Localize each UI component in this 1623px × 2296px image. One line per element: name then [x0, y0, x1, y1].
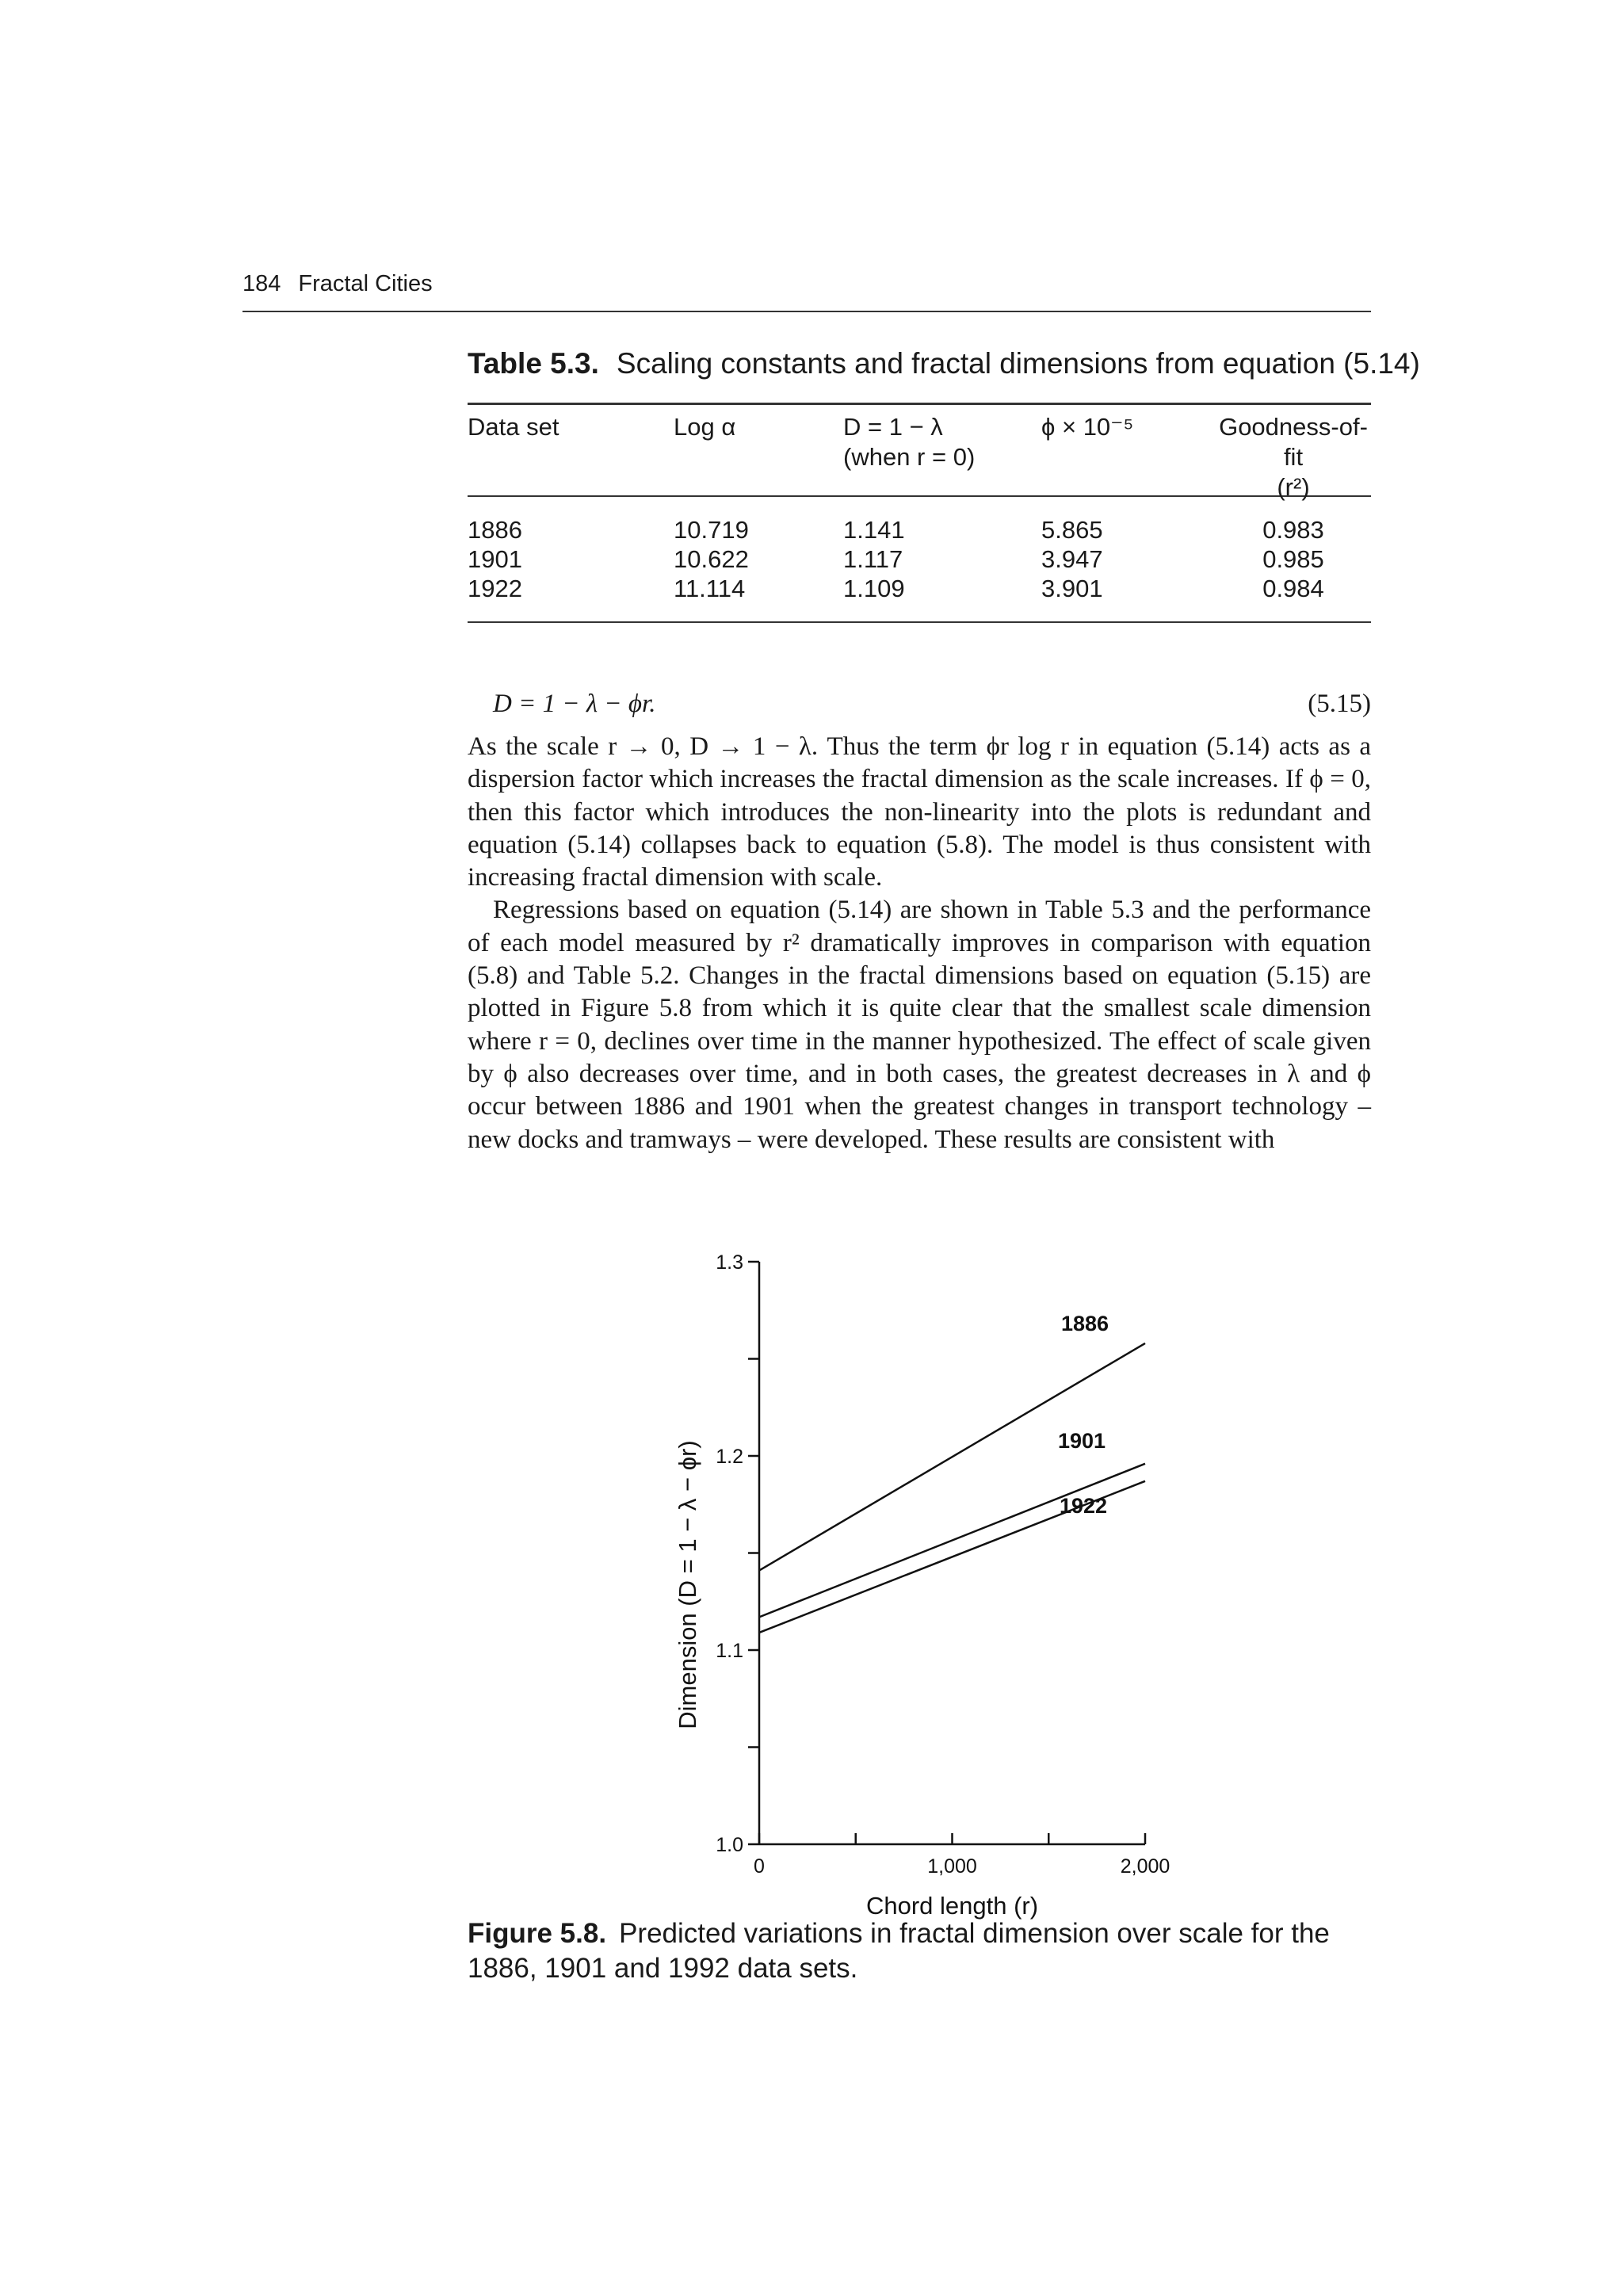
page-number: 184 [242, 271, 281, 296]
equation-number: (5.15) [1308, 690, 1371, 718]
header-dimension: D = 1 − λ (when r = 0) [843, 413, 976, 471]
figure-caption-text: Predicted variations in fractal dimension over scale for the 1886, 1901 and 1992 data sets. [468, 1918, 1330, 1984]
table-label: Table 5.3. [468, 347, 599, 380]
table-cell: 0.985 [1262, 545, 1324, 573]
y-tick-label: 1.1 [716, 1640, 743, 1662]
table-cell: 3.901 [1041, 575, 1103, 602]
table-bottom-rule [468, 621, 1371, 623]
equation [493, 690, 1371, 719]
table-cell: 0.984 [1262, 575, 1324, 602]
header-rule [242, 311, 1371, 312]
table-row [468, 502, 1371, 544]
equation-expression: D = 1 − λ − ϕr. [493, 690, 656, 718]
table-cell: 5.865 [1041, 516, 1103, 544]
table-cell: 0.983 [1262, 516, 1324, 544]
series-label-1901: 1901 [1057, 1428, 1106, 1453]
table-cell: 1.141 [843, 516, 905, 544]
y-tick-label: 1.2 [716, 1446, 743, 1468]
table-row [468, 544, 1371, 574]
data-table [468, 412, 1371, 603]
figure-label: Figure 5.8. [468, 1918, 607, 1949]
header-log-alpha: Log α [674, 413, 736, 441]
figure-caption [468, 1916, 1371, 1986]
header-goodness-of-fit: Goodness-of-fit (r²) [1219, 413, 1368, 501]
table-header-row [468, 412, 1371, 502]
series-line-1922 [759, 1481, 1145, 1633]
running-title: Fractal Cities [298, 271, 433, 296]
header-data-set: Data set [468, 413, 559, 441]
x-tick-label: 1,000 [927, 1855, 977, 1878]
table-cell: 10.719 [674, 516, 749, 544]
x-tick-label: 2,000 [1120, 1855, 1170, 1878]
header-phi: ϕ × 10⁻⁵ [1041, 413, 1134, 441]
y-axis-label: Dimension (D = 1 − λ − ϕr) [674, 1440, 701, 1729]
paragraph: Regressions based on equation (5.14) are shown in Table 5.3 and the performance of each model measured by r² dramatically improves in comparison with equation (5.8) and Table 5.2. Changes in the fractal dimensions based on equation (5.15) are plotted in Figure 5.8 from which it is quite clear that the smallest scale dimension where r = 0, declines over time in the manner hypothesized. The effect of scale given by ϕ also decreases over time, and in both cases, the greatest decreases in λ and ϕ occur between 1886 and 1901 when the greatest changes in transport technology – new docks and tramways – were developed. These results are consistent with [468, 896, 1371, 1154]
table-cell: 1886 [468, 516, 522, 544]
running-head [242, 271, 433, 297]
y-tick-label: 1.3 [716, 1251, 743, 1274]
x-tick-label: 0 [754, 1855, 765, 1878]
paragraph: As the scale r → 0, D → 1 − λ. Thus the term ϕr log r in equation (5.14) acts as a dispersion factor which increases the fractal dimension as the scale increases. If ϕ = 0, then this factor which introduces the non-linearity into the plots is redundant and equation (5.14) collapses back to equation (5.8). The model is thus consistent with increasing fractal dimension with scale. [468, 732, 1371, 892]
series-label-1886: 1886 [1060, 1311, 1109, 1335]
table-cell: 10.622 [674, 545, 749, 573]
table-top-rule [468, 403, 1371, 405]
series-line-1886 [759, 1343, 1145, 1571]
y-tick-label: 1.0 [716, 1834, 743, 1856]
table-caption [468, 347, 1420, 380]
table-cell: 1.109 [843, 575, 905, 602]
table-cell: 1901 [468, 545, 522, 573]
table-title: Scaling constants and fractal dimensions from equation (5.14) [616, 347, 1420, 380]
series-label-1922: 1922 [1059, 1493, 1108, 1518]
body-text [468, 731, 1371, 1156]
table-cell: 11.114 [674, 575, 746, 602]
table-cell: 1.117 [843, 545, 903, 573]
x-axis-label: Chord length (r) [865, 1892, 1039, 1920]
table-row [468, 574, 1371, 603]
table-cell: 3.947 [1041, 545, 1103, 573]
table-cell: 1922 [468, 575, 522, 602]
series-line-1901 [759, 1464, 1145, 1618]
